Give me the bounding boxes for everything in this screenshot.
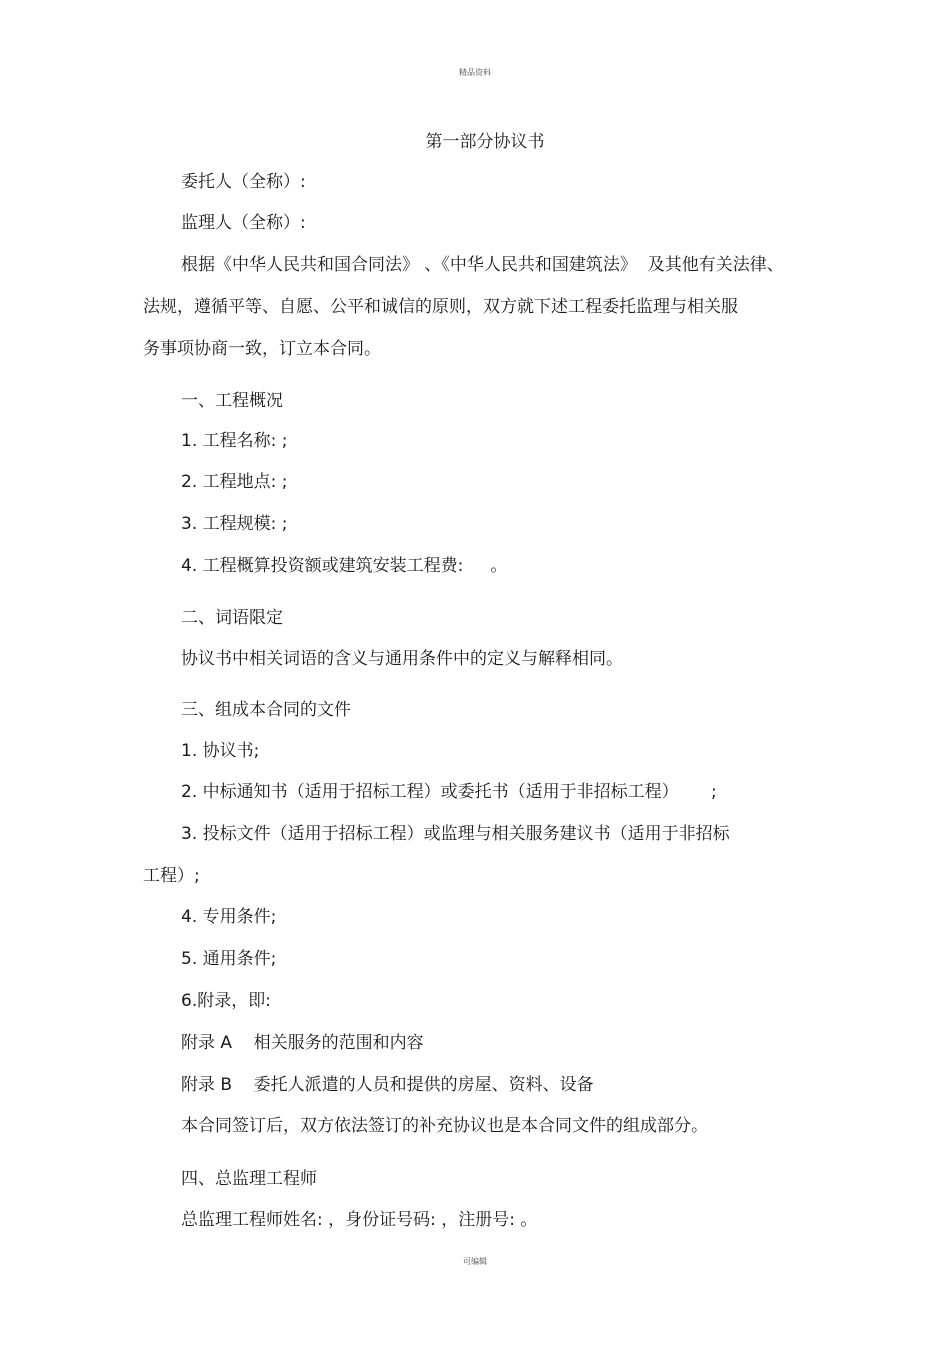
section-3-item: 6.附录，即: — [181, 991, 271, 1011]
section-3-item: 1. 协议书; — [181, 741, 260, 761]
section-1-item: 3. 工程规模: ; — [181, 514, 288, 534]
section-3-closing: 本合同签订后，双方依法签订的补充协议也是本合同文件的组成部分。 — [181, 1116, 708, 1136]
section-1-item: 4. 工程概算投资额或建筑安装工程费: 。 — [181, 556, 508, 576]
page-footer: 可编辑 — [463, 1257, 487, 1266]
section-2-heading: 二、词语限定 — [181, 608, 283, 628]
section-1-item: 2. 工程地点: ; — [181, 472, 288, 492]
document-title: 第一部分协议书 — [425, 132, 545, 152]
section-4-heading: 四、总监理工程师 — [181, 1169, 317, 1189]
page-header: 精品资料 — [459, 68, 491, 77]
section-3-item: 3. 投标文件（适用于招标工程）或监理与相关服务建议书（适用于非招标 — [181, 824, 730, 844]
intro-line-3: 务事项协商一致，订立本合同。 — [143, 339, 381, 359]
supervisor-line: 监理人（全称）: — [181, 213, 306, 233]
section-1-heading: 一、工程概况 — [181, 391, 283, 411]
section-3-item: 工程）; — [143, 866, 200, 886]
section-3-item: 4. 专用条件; — [181, 907, 277, 927]
section-4-body: 总监理工程师姓名: ，身份证号码: ，注册号: 。 — [181, 1210, 538, 1230]
section-3-item: 2. 中标通知书（适用于招标工程）或委托书（适用于非招标工程） ; — [181, 782, 717, 802]
intro-line-2: 法规，遵循平等、自愿、公平和诚信的原则，双方就下述工程委托监理与相关服 — [143, 297, 738, 317]
section-2-body: 协议书中相关词语的含义与通用条件中的定义与解释相同。 — [181, 649, 623, 669]
section-1-item: 1. 工程名称: ; — [181, 431, 288, 451]
appendix-a: 附录 A 相关服务的范围和内容 — [181, 1033, 424, 1053]
section-3-heading: 三、组成本合同的文件 — [181, 700, 351, 720]
principal-line: 委托人（全称）: — [181, 172, 306, 192]
section-3-item: 5. 通用条件; — [181, 949, 277, 969]
appendix-b: 附录 B 委托人派遣的人员和提供的房屋、资料、设备 — [181, 1075, 594, 1095]
intro-line-1: 根据《中华人民共和国合同法》 、《中华人民共和国建筑法》 及其他有关法律、 — [181, 255, 784, 275]
